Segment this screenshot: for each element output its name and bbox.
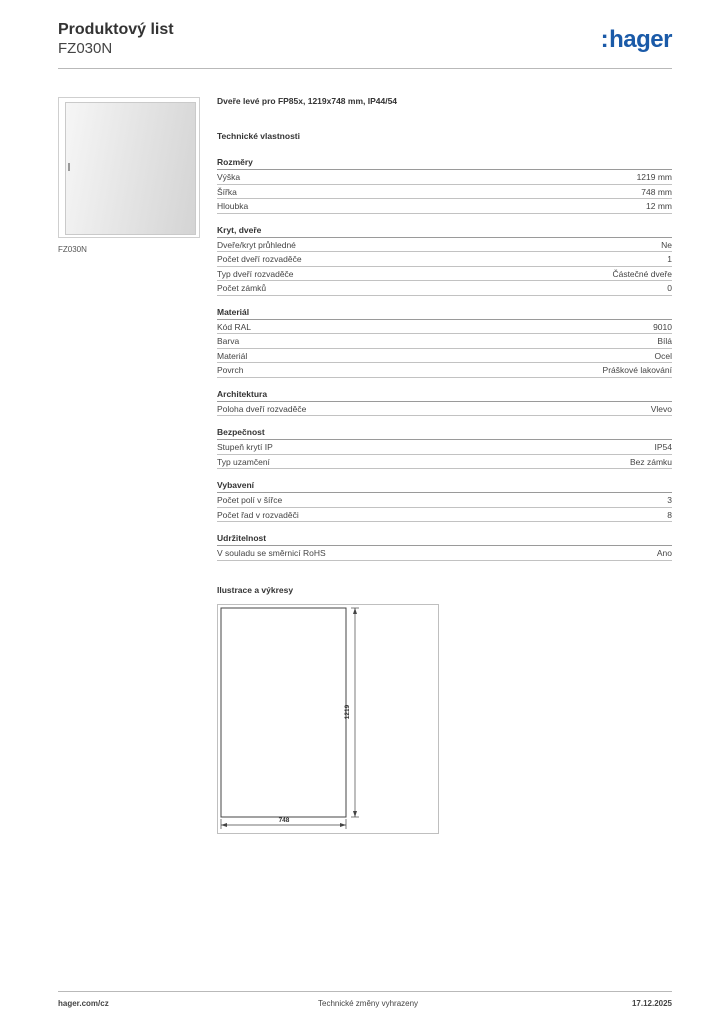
product-image [58, 97, 200, 238]
property-row [217, 281, 672, 296]
property-label: Počet zámků [217, 283, 267, 293]
width-dim-label: 748 [278, 817, 290, 824]
technical-properties-heading: Technické vlastnosti [217, 131, 300, 141]
logo-prefix: : [600, 26, 609, 53]
property-label: Šířka [217, 186, 237, 197]
property-value: Bílá [657, 336, 672, 346]
properties-sections [217, 157, 672, 561]
property-value: IP54 [654, 442, 672, 452]
property-label: Počet dveří rozvaděče [217, 254, 302, 264]
property-label: Kód RAL [217, 321, 252, 332]
property-section [217, 389, 672, 417]
product-code-heading: FZ030N [58, 40, 113, 57]
page-title: Produktový list [58, 21, 174, 38]
section-title: Rozměry [217, 157, 672, 170]
header-divider [58, 68, 672, 69]
section-title: Kryt, dveře [217, 225, 672, 238]
height-arrow-top [353, 608, 357, 614]
property-value: 1219 mm [636, 172, 672, 182]
section-title: Architektura [217, 389, 672, 402]
property-value: 12 mm [646, 201, 672, 211]
property-label: Typ uzamčení [217, 456, 270, 467]
footer-notice: Technické změny vyhrazeny [318, 999, 419, 1008]
property-row [217, 185, 672, 200]
height-dim-label: 1219 [344, 704, 351, 720]
property-row [217, 546, 672, 561]
property-section [217, 533, 672, 561]
door-panel-picture [65, 102, 196, 235]
property-label: Stupeň krytí IP [217, 442, 273, 452]
property-row [217, 363, 672, 378]
property-value: 3 [667, 495, 672, 505]
property-section [217, 480, 672, 522]
section-title: Bezpečnost [217, 427, 672, 440]
property-value: 8 [667, 509, 672, 520]
door-edge-mark [68, 163, 70, 171]
property-section [217, 307, 672, 378]
section-title: Materiál [217, 307, 672, 320]
property-row [217, 252, 672, 267]
property-section [217, 157, 672, 214]
section-title: Vybavení [217, 480, 672, 493]
property-label: Povrch [217, 365, 244, 375]
property-value: Bez zámku [629, 456, 672, 467]
section-title: Udržitelnost [217, 533, 672, 546]
main-content [217, 94, 672, 572]
property-label: V souladu se směrnicí RoHS [217, 548, 326, 558]
property-row [217, 320, 672, 335]
property-row [217, 493, 672, 508]
property-label: Materiál [217, 350, 248, 361]
property-label: Barva [217, 336, 240, 346]
product-description: Dveře levé pro FP85x, 1219x748 mm, IP44/54 [217, 96, 398, 106]
width-arrow-left [221, 823, 227, 827]
property-value: 9010 [653, 321, 672, 332]
technical-drawing [217, 604, 439, 834]
logo-text: hager [609, 26, 672, 53]
door-outline [221, 608, 346, 817]
product-image-caption: FZ030N [58, 245, 87, 254]
property-label: Poloha dveří rozvaděče [217, 403, 307, 414]
property-value: Ano [656, 548, 672, 558]
property-row [217, 455, 672, 470]
hager-logo [601, 26, 672, 54]
property-value: 1 [667, 254, 672, 264]
property-row [217, 440, 672, 455]
property-row [217, 267, 672, 282]
property-value: 0 [667, 283, 672, 293]
property-label: Hloubka [217, 201, 249, 211]
property-row [217, 238, 672, 253]
property-row [217, 508, 672, 523]
property-value: Vlevo [650, 403, 672, 414]
property-value: Práškové lakování [602, 365, 672, 375]
footer-website-link[interactable]: hager.com/cz [58, 999, 109, 1008]
property-row [217, 402, 672, 417]
property-section [217, 427, 672, 469]
width-arrow-right [340, 823, 346, 827]
property-label: Typ dveří rozvaděče [217, 268, 294, 279]
property-row [217, 334, 672, 349]
property-label: Počet polí v šířce [217, 495, 283, 505]
property-section [217, 225, 672, 296]
drawing-svg [218, 605, 438, 833]
property-value: 748 mm [641, 186, 672, 197]
footer-date: 17.12.2025 [631, 999, 672, 1008]
property-label: Výška [217, 172, 241, 182]
property-value: Ocel [654, 350, 672, 361]
property-label: Dveře/kryt průhledné [217, 239, 296, 250]
footer-divider [58, 991, 672, 992]
height-arrow-bottom [353, 811, 357, 817]
property-row [217, 199, 672, 214]
property-row [217, 170, 672, 185]
property-value: Ne [661, 239, 672, 250]
property-value: Částečné dveře [612, 268, 672, 279]
property-row [217, 349, 672, 364]
property-label: Počet řad v rozvaděči [217, 509, 299, 520]
illustrations-heading: Ilustrace a výkresy [217, 585, 294, 595]
